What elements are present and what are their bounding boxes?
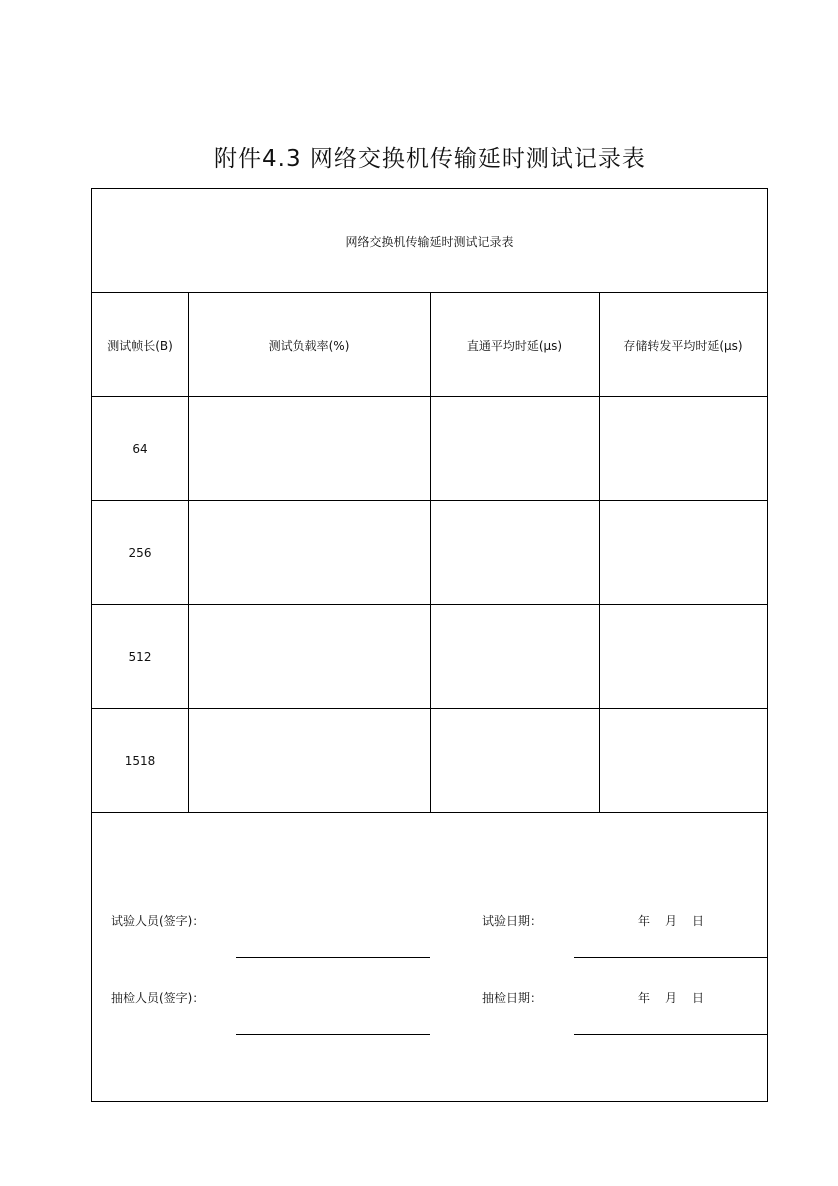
inspect-date-label: 抽检日期：: [482, 991, 543, 1005]
header-frame-length: 测试帧长(B): [107, 339, 173, 353]
date-year-label: 年: [638, 914, 651, 928]
inspect-date-line[interactable]: [574, 1034, 767, 1035]
table-row-frame-length: 256: [128, 546, 152, 560]
table-caption: 网络交换机传输延时测试记录表: [345, 235, 514, 249]
row-divider: [92, 812, 767, 813]
date-month-label: 月: [665, 991, 678, 1005]
test-date-line[interactable]: [574, 957, 767, 958]
column-divider: [430, 292, 431, 812]
inspect-date-field[interactable]: [638, 989, 704, 1006]
table-row-frame-length: 64: [132, 442, 148, 456]
header-cut-through-latency: 直通平均时延(μs): [466, 339, 563, 353]
record-sheet: [91, 188, 768, 1102]
table-row-frame-length: 1518: [124, 754, 156, 768]
date-day-label: 日: [692, 914, 705, 928]
test-date-label: 试验日期：: [482, 914, 543, 928]
inspector-signature-label: 抽检人员(签字)：: [111, 991, 205, 1005]
page-title: 附件4.3 网络交换机传输延时测试记录表: [214, 146, 646, 172]
date-day-label: 日: [692, 991, 705, 1005]
tester-signature-label: 试验人员(签字)：: [111, 914, 205, 928]
header-store-forward-latency: 存储转发平均时延(μs): [623, 339, 743, 353]
date-month-label: 月: [665, 914, 678, 928]
date-year-label: 年: [638, 991, 651, 1005]
inspector-signature-line[interactable]: [236, 1034, 430, 1035]
column-divider: [188, 292, 189, 812]
header-load-rate: 测试负载率(%): [268, 339, 350, 353]
test-date-field[interactable]: [638, 912, 704, 929]
tester-signature-line[interactable]: [236, 957, 430, 958]
table-row-frame-length: 512: [128, 650, 152, 664]
column-divider: [599, 292, 600, 812]
